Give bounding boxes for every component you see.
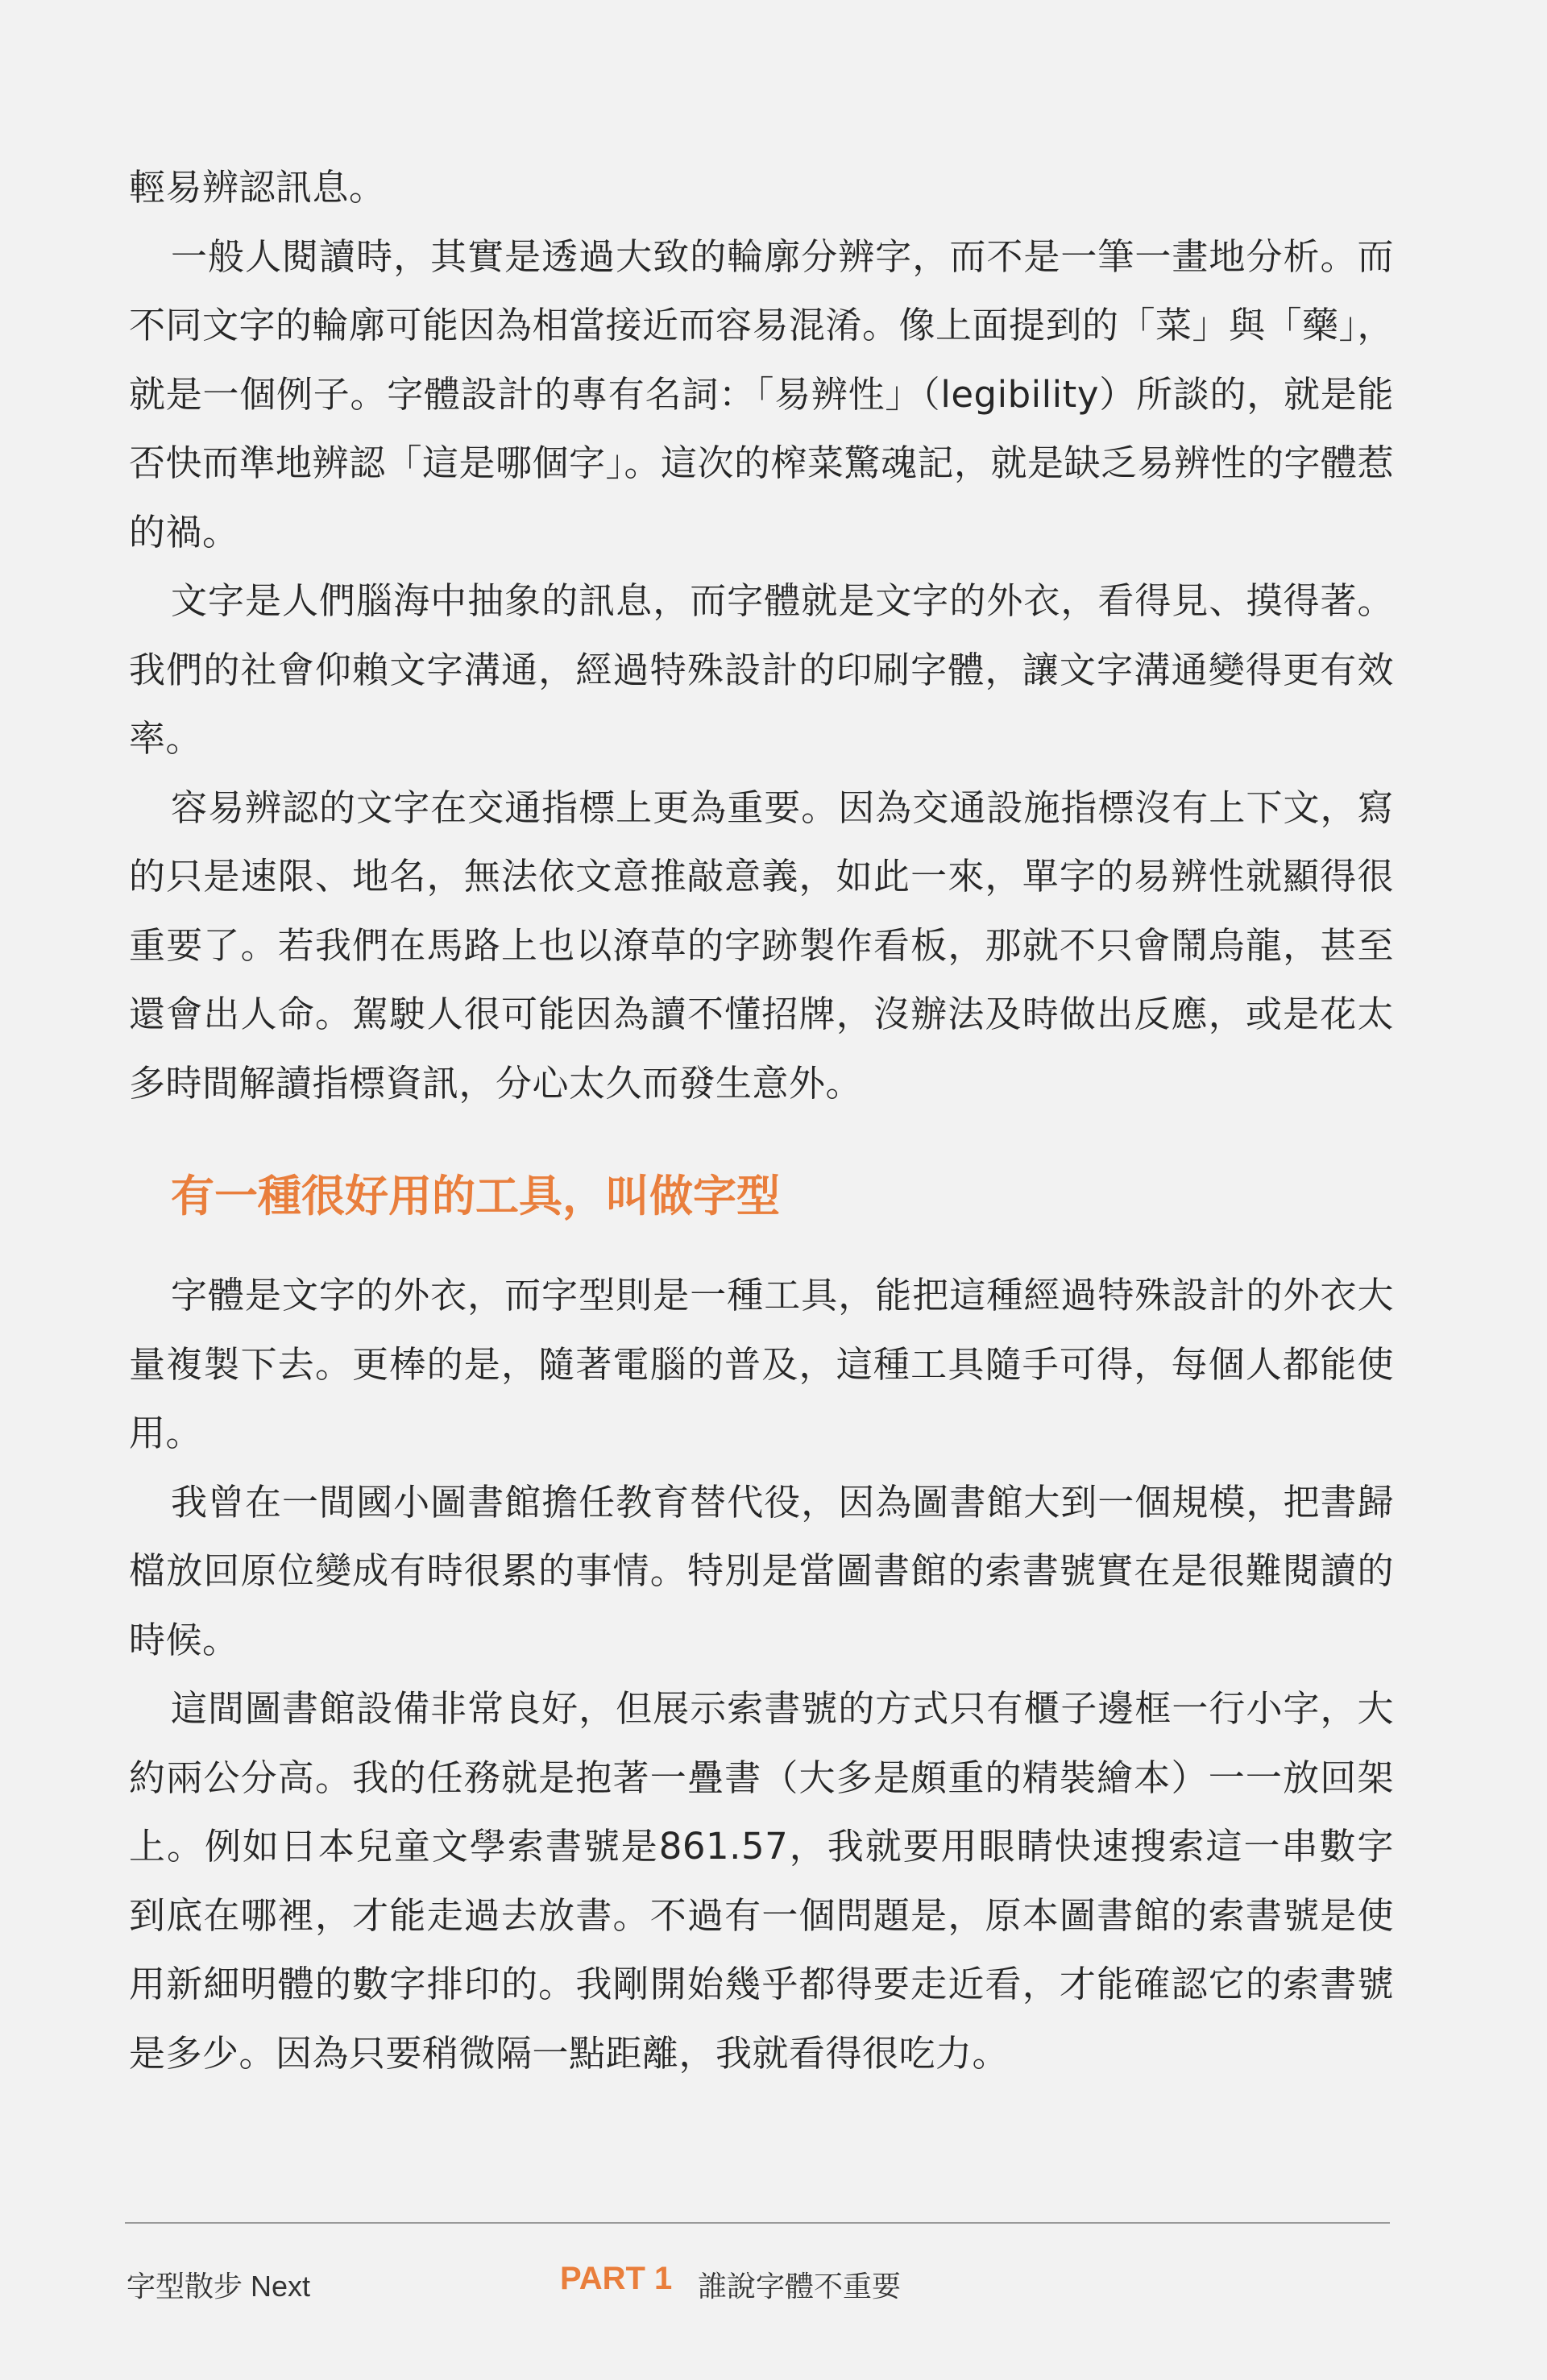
footer-book-title: 字型散步 Next bbox=[126, 2270, 311, 2303]
footer-part-title: 誰說字體不重要 bbox=[698, 2270, 902, 2303]
paragraph: 這間圖書館設備非常良好，但展示索書號的方式只有櫃子邊框一行小字，大約兩公分高。我的任務就是抱著一疊書（大多是頗重的精裝繪本）一一放回架上。例如日本兒童文學索書號是861.57，我就要用眼睛快速搜索這一串數字到底在哪裡，才能走過去放書。不過有一個問題是，原本圖書館的索書號是使用新細明體的數字排印的。我剛開始幾乎都得要走近看，才能確認它的索書號是多少。因為只要稍微隔一點距離，我就看得很吃力。 bbox=[129, 1687, 1394, 2075]
paragraph-continued: 輕易辨認訊息。 bbox=[129, 166, 386, 209]
section-fonts bbox=[129, 1261, 1394, 2088]
paragraph: 我曾在一間國小圖書館擔任教育替代役，因為圖書館大到一個規模，把書歸檔放回原位變成有時很累的事情。特別是當圖書館的索書號實在是很難閱讀的時候。 bbox=[129, 1480, 1394, 1661]
footer-divider bbox=[125, 2222, 1390, 2224]
paragraph: 一般人閱讀時，其實是透過大致的輪廓分辨字，而不是一筆一畫地分析。而不同文字的輪廓可能因為相當接近而容易混淆。像上面提到的「菜」與「藥」，就是一個例子。字體設計的專有名詞：「易辨性」（legibility）所談的，就是能否快而準地辨認「這是哪個字」。這次的榨菜驚魂記，就是缺乏易辨性的字體惹的禍。 bbox=[129, 234, 1395, 554]
paragraph: 容易辨認的文字在交通指標上更為重要。因為交通設施指標沒有上下文，寫的只是速限、地名，無法依文意推敲意義，如此一來，單字的易辨性就顯得很重要了。若我們在馬路上也以潦草的字跡製作看板，那就不只會鬧烏龍，甚至還會出人命。駕駛人很可能因為讀不懂招牌，沒辦法及時做出反應，或是花太多時間解讀指標資訊，分心太久而發生意外。 bbox=[129, 786, 1394, 1105]
paragraph: 字體是文字的外衣，而字型則是一種工具，能把這種經過特殊設計的外衣大量複製下去。更棒的是，隨著電腦的普及，這種工具隨手可得，每個人都能使用。 bbox=[129, 1274, 1394, 1454]
section-heading: 有一種很好用的工具，叫做字型 bbox=[171, 1171, 780, 1221]
section-intro bbox=[129, 153, 1394, 1117]
paragraph: 文字是人們腦海中抽象的訊息，而字體就是文字的外衣，看得見、摸得著。我們的社會仰賴文字溝通，經過特殊設計的印刷字體，讓文字溝通變得更有效率。 bbox=[129, 579, 1394, 760]
footer-part-label: PART 1 bbox=[560, 2261, 673, 2296]
section-heading-wrap bbox=[129, 1160, 1394, 1233]
